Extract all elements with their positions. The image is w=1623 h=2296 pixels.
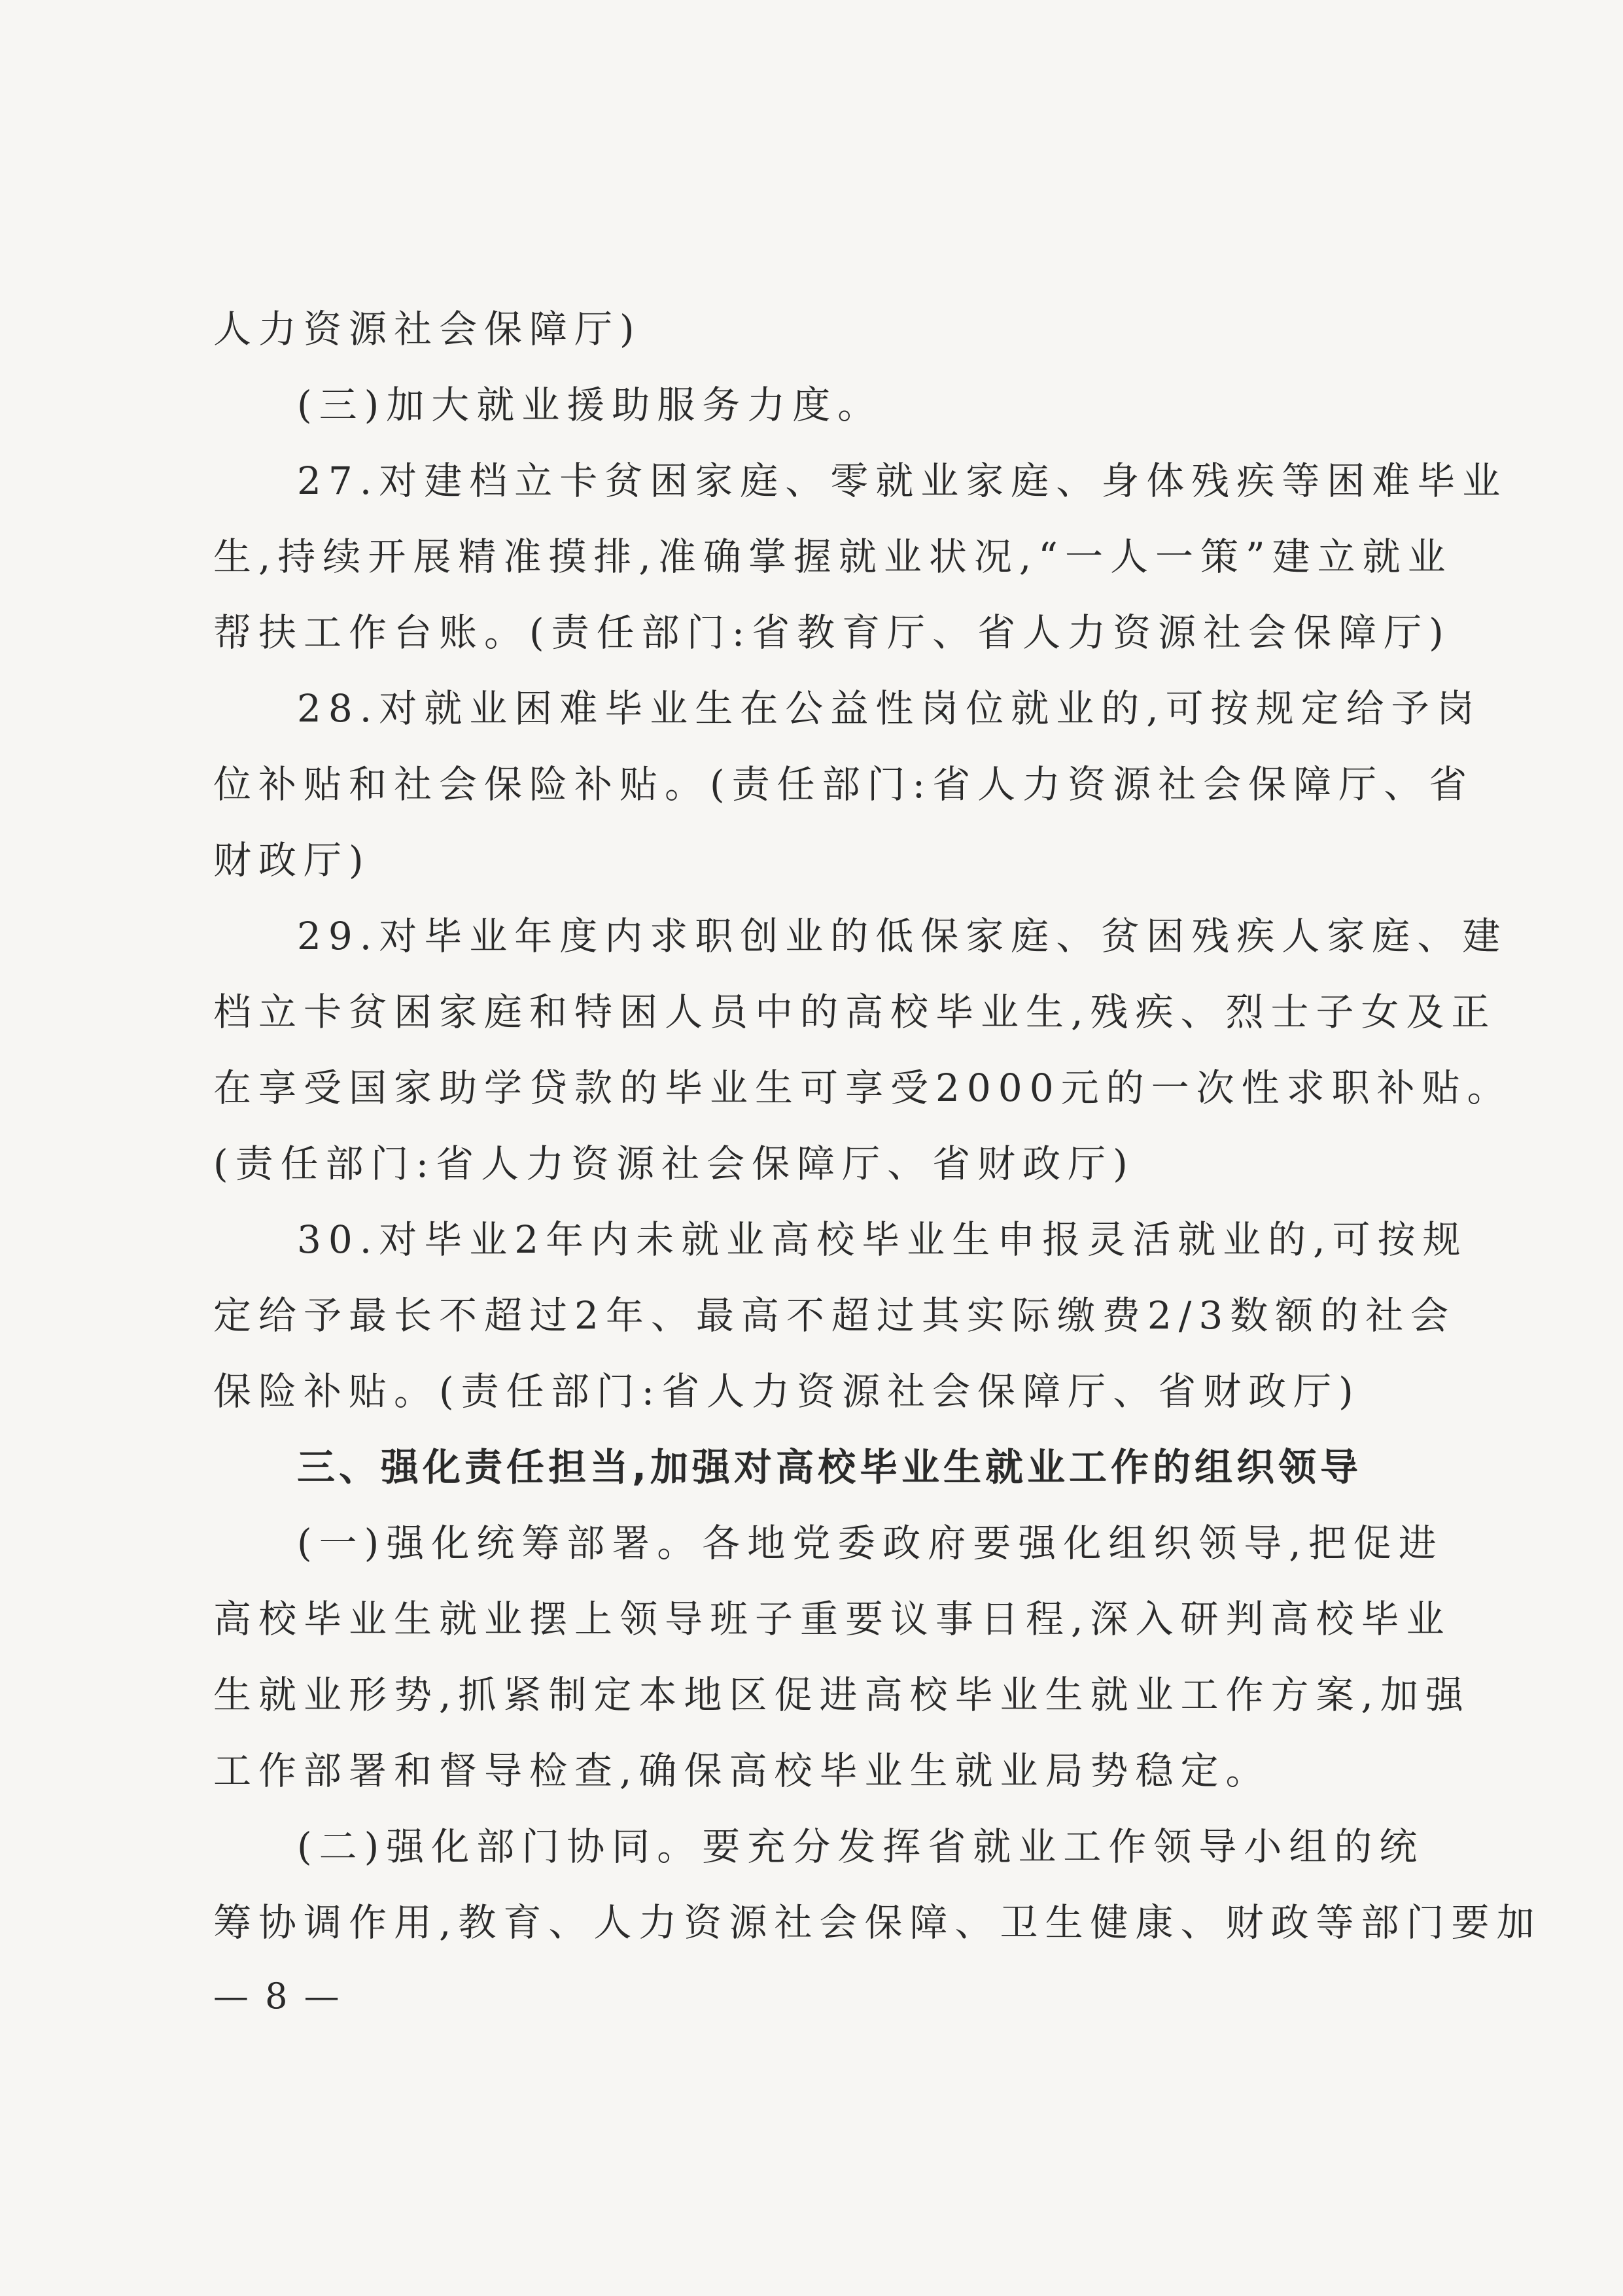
text-line: (一)强化统筹部署。各地党委政府要强化组织领导,把促进 xyxy=(297,1521,1444,1565)
text-line: 帮扶工作台账。(责任部门:省教育厅、省人力资源社会保障厅) xyxy=(213,610,1451,655)
text-line: 人力资源社会保障厅) xyxy=(213,307,642,351)
text-line: 档立卡贫困家庭和特困人员中的高校毕业生,残疾、烈士子女及正 xyxy=(213,990,1497,1034)
text-line: 在享受国家助学贷款的毕业生可享受2000元的一次性求职补贴。 xyxy=(213,1066,1512,1110)
text-line: 27.对建档立卡贫困家庭、零就业家庭、身体残疾等困难毕业 xyxy=(297,459,1508,503)
section-subheading: (三)加大就业援助服务力度。 xyxy=(297,383,883,427)
document-body xyxy=(213,291,1542,1960)
text-line: 位补贴和社会保险补贴。(责任部门:省人力资源社会保障厅、省 xyxy=(213,762,1475,807)
text-line: 30.对毕业2年内未就业高校毕业生申报灵活就业的,可按规 xyxy=(297,1217,1468,1262)
text-line: 筹协调作用,教育、人力资源社会保障、卫生健康、财政等部门要加 xyxy=(213,1900,1542,1945)
text-line: 工作部署和督导检查,确保高校毕业生就业局势稳定。 xyxy=(213,1748,1271,1793)
text-line: 生就业形势,抓紧制定本地区促进高校毕业生就业工作方案,加强 xyxy=(213,1673,1471,1717)
text-line: 财政厅) xyxy=(213,838,371,882)
text-line: (责任部门:省人力资源社会保障厅、省财政厅) xyxy=(213,1141,1135,1186)
text-line: 高校毕业生就业摆上领导班子重要议事日程,深入研判高校毕业 xyxy=(213,1597,1452,1641)
text-line: 28.对就业困难毕业生在公益性岗位就业的,可按规定给予岗 xyxy=(297,686,1482,731)
text-line: 定给予最长不超过2年、最高不超过其实际缴费2/3数额的社会 xyxy=(213,1293,1456,1338)
page-number: — 8 — xyxy=(213,1975,342,2017)
text-line: 29.对毕业年度内求职创业的低保家庭、贫困残疾人家庭、建 xyxy=(297,914,1508,958)
section-heading: 三、强化责任担当,加强对高校毕业生就业工作的组织领导 xyxy=(297,1445,1363,1489)
text-line: (二)强化部门协同。要充分发挥省就业工作领导小组的统 xyxy=(297,1824,1425,1869)
text-line: 生,持续开展精准摸排,准确掌握就业状况,“一人一策”建立就业 xyxy=(213,534,1453,579)
text-line: 保险补贴。(责任部门:省人力资源社会保障厅、省财政厅) xyxy=(213,1369,1361,1414)
